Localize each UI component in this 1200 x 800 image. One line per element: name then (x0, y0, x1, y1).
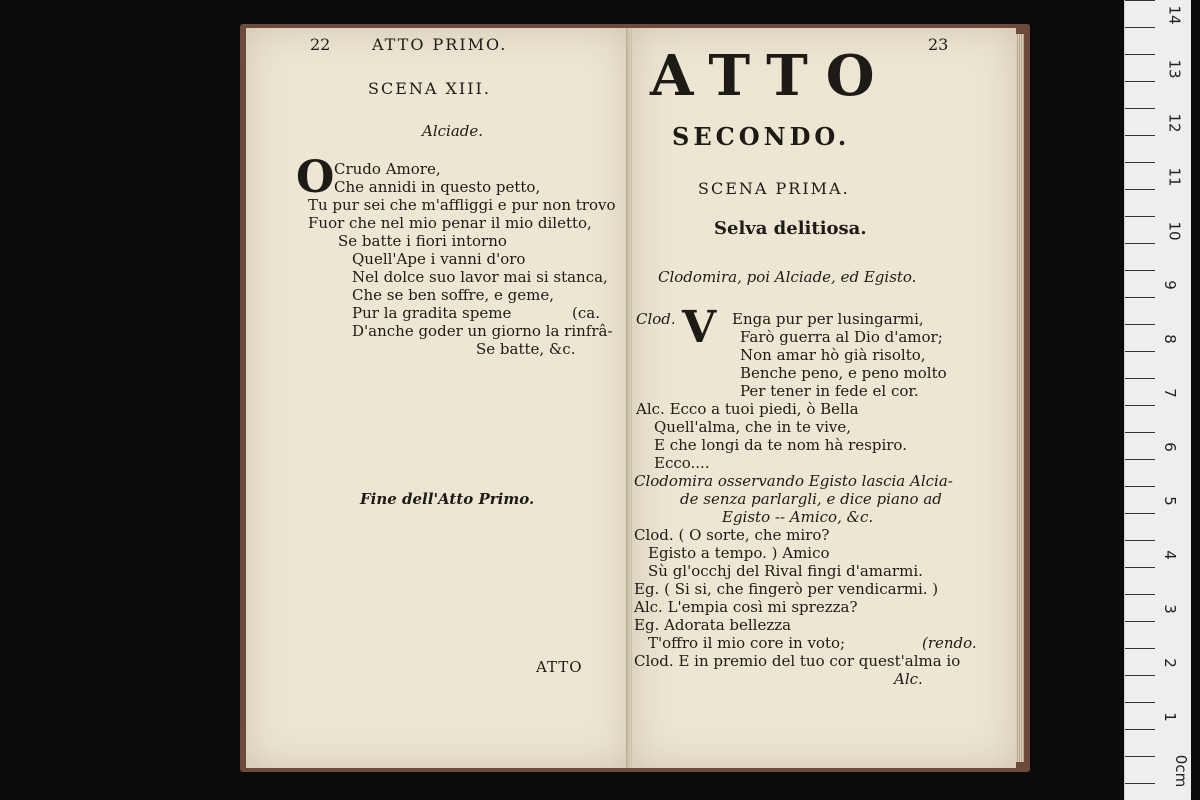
drop-cap: V (682, 302, 717, 353)
verse-line: E che longi da te nom hà respiro. (654, 436, 907, 454)
ruler-label: 5 (1160, 496, 1179, 506)
stage-direction: de senza parlargli, e dice piano ad (680, 490, 942, 508)
act-title: ATTO (650, 43, 893, 109)
verse-line: T'offro il mio core in voto; (648, 634, 846, 652)
ruler-label: 7 (1160, 388, 1179, 398)
verse-line: Ecco.... (654, 454, 710, 472)
ruler-label: 1 (1160, 712, 1179, 722)
verse-line: Crudo Amore, (334, 160, 441, 178)
verse-line: Quell'Ape i vanni d'oro (352, 250, 526, 268)
ruler-ticks (1125, 0, 1155, 800)
verse-line: Enga pur per lusingarmi, (732, 310, 924, 328)
ruler-label: 4 (1160, 550, 1179, 560)
ruler-label: 2 (1160, 658, 1179, 668)
catchword: Alc. (894, 670, 923, 688)
verse-line: Sù gl'occhj del Rival fingi d'amarmi. (648, 562, 923, 580)
open-book (240, 24, 1030, 772)
verse-line: Quell'alma, che in te vive, (654, 418, 851, 436)
scene-heading: SCENA PRIMA. (698, 179, 850, 198)
verse-line: Che annidi in questo petto, (334, 178, 541, 196)
setting: Selva delitiosa. (714, 218, 867, 239)
verse-line: (rendo. (922, 634, 977, 652)
right-page (632, 28, 1016, 768)
verse-line: (ca. (572, 304, 600, 322)
ruler-label: 3 (1160, 604, 1179, 614)
characters-line: Clodomira, poi Alciade, ed Egisto. (658, 268, 917, 286)
catchword: ATTO (536, 658, 583, 676)
page-number: 23 (928, 35, 949, 54)
verse-line: Tu pur sei che m'affliggi e pur non trovo (308, 196, 616, 214)
verse-line: Egisto a tempo. ) Amico (648, 544, 830, 562)
ruler-label: 10 (1165, 221, 1184, 241)
verse-line: Se batte, &c. (476, 340, 576, 358)
act-subtitle: SECONDO. (672, 122, 851, 151)
verse-line: Non amar hò già risolto, (740, 346, 926, 364)
verse-line: Farò guerra al Dio d'amor; (740, 328, 943, 346)
verse-line: D'anche goder un giorno la rinfrâ- (352, 322, 613, 340)
ruler-label: 0cm (1172, 754, 1191, 788)
page-edges (1016, 34, 1024, 762)
verse-line: Benche peno, e peno molto (740, 364, 947, 382)
verse-line: Alc. Ecco a tuoi piedi, ò Bella (636, 400, 859, 418)
ruler-label: 9 (1160, 280, 1179, 290)
measuring-ruler (1124, 0, 1191, 800)
speaker-name: Alciade. (422, 122, 484, 140)
running-head: ATTO PRIMO. (372, 35, 508, 54)
verse-line: Per tener in fede el cor. (740, 382, 919, 400)
verse-line: Fuor che nel mio penar il mio diletto, (308, 214, 592, 232)
stage-direction: Egisto -- Amico, &c. (722, 508, 874, 526)
verse-line: Eg. ( Si si, che fingerò per vendicarmi. ) (634, 580, 939, 598)
end-of-act-note: Fine dell'Atto Primo. (360, 490, 535, 508)
ruler-label: 13 (1165, 59, 1184, 79)
verse-line: Clod. E in premio del tuo cor quest'alma io (634, 652, 961, 670)
verse-line: Eg. Adorata bellezza (634, 616, 792, 634)
verse-line: Clod. ( O sorte, che miro? (634, 526, 830, 544)
speaker-tag: Clod. (636, 310, 676, 328)
ruler-label: 12 (1165, 113, 1184, 133)
ruler-label: 11 (1165, 167, 1184, 187)
verse-line: Alc. L'empia così mi sprezza? (634, 598, 858, 616)
stage-direction: Clodomira osservando Egisto lascia Alcia- (634, 472, 953, 490)
drop-cap: O (296, 152, 335, 203)
verse-line: Se batte i fiori intorno (338, 232, 507, 250)
ruler-label: 14 (1165, 5, 1184, 25)
ruler-label: 8 (1160, 334, 1179, 344)
verse-line: Nel dolce suo lavor mai si stanca, (352, 268, 608, 286)
page-number: 22 (310, 35, 331, 54)
left-page (246, 28, 628, 768)
ruler-label: 6 (1160, 442, 1179, 452)
verse-line: Pur la gradita speme (352, 304, 512, 322)
scene-heading: SCENA XIII. (368, 79, 491, 98)
verse-line: Che se ben soffre, e geme, (352, 286, 554, 304)
